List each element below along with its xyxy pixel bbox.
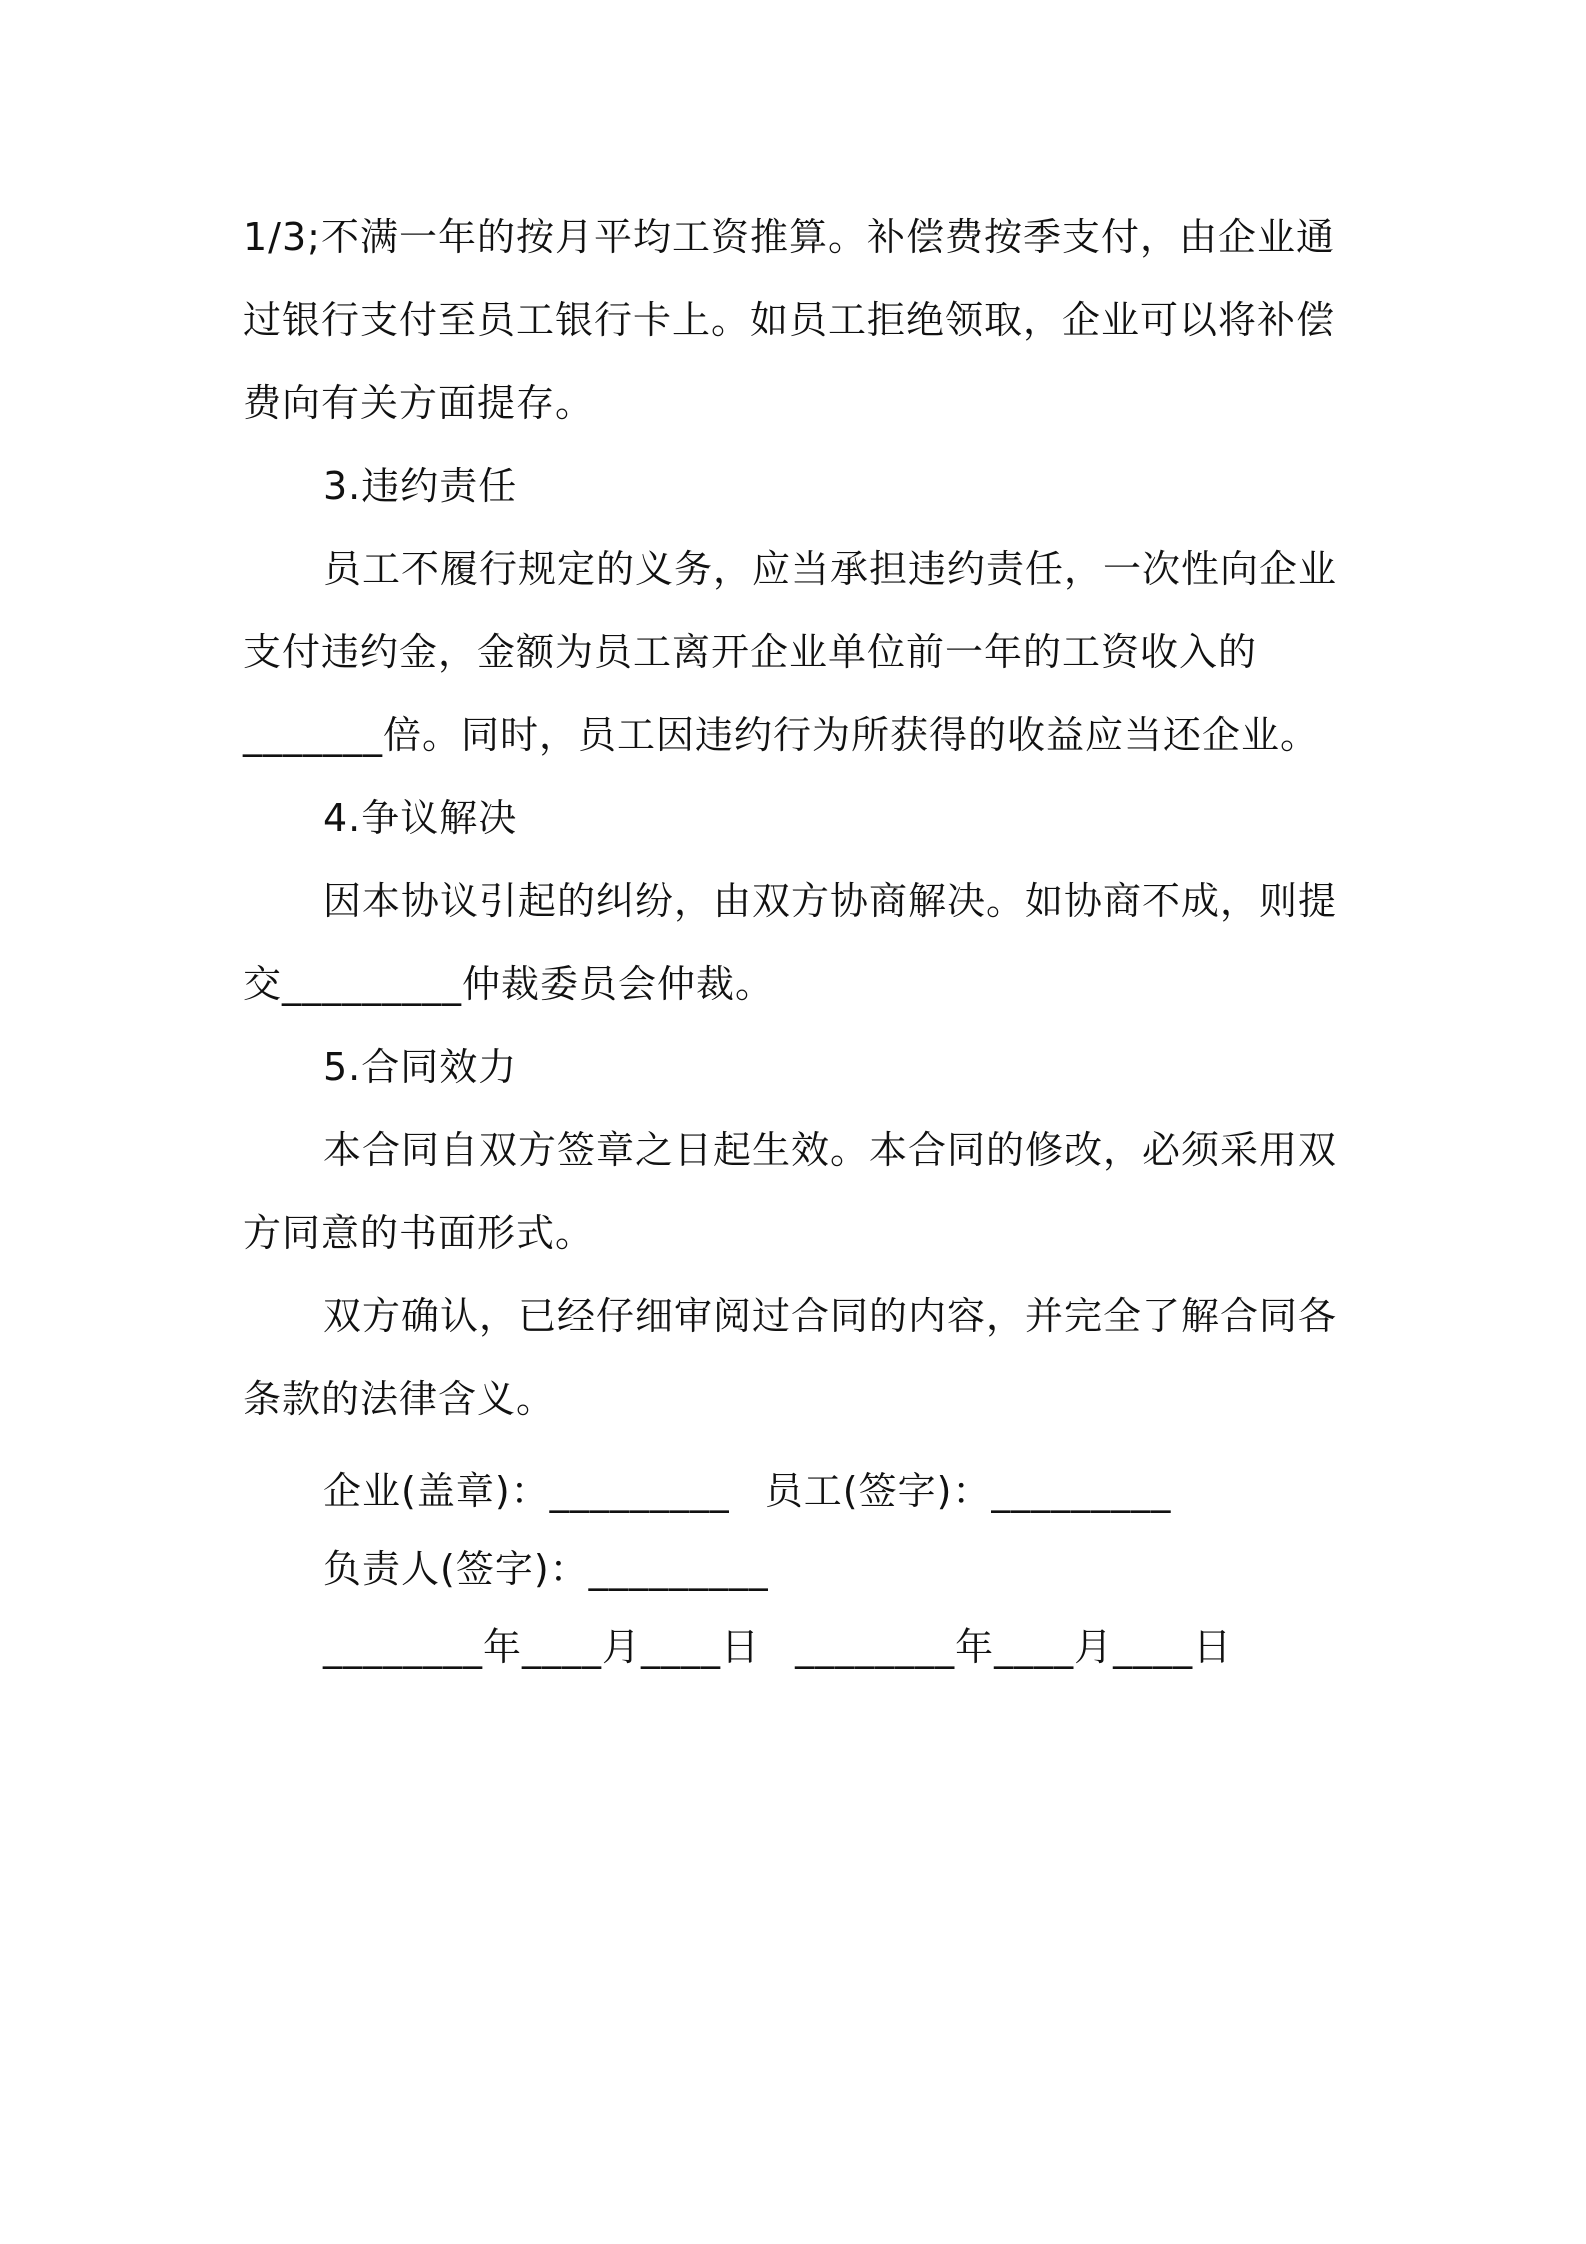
paragraph-line: 方同意的书面形式。 — [243, 1211, 595, 1255]
employee-sign-field: 员工(签字)：_________ — [764, 1469, 1172, 1513]
signature-row-dates — [323, 1608, 1363, 1686]
paragraph-line: 条款的法律含义。 — [243, 1377, 556, 1421]
signature-row-seal — [323, 1452, 1363, 1530]
paragraph-line: 因本协议引起的纠纷，由双方协商解决。如协商不成，则提 — [323, 879, 1338, 923]
employee-date-field: ________年____月____日 — [795, 1625, 1233, 1669]
section-heading-breach: 3.违约责任 — [323, 464, 518, 508]
paragraph-line: 员工不履行规定的义务，应当承担违约责任，一次性向企业 — [323, 547, 1338, 591]
company-seal-field: 企业(盖章)：_________ — [323, 1469, 730, 1513]
paragraph-line: 交_________仲裁委员会仲裁。 — [243, 962, 775, 1006]
paragraph-line: _______倍。同时，员工因违约行为所获得的收益应当还企业。 — [243, 713, 1320, 757]
paragraph-line: 双方确认，已经仔细审阅过合同的内容，并完全了解合同各 — [323, 1294, 1338, 1338]
section-heading-validity: 5.合同效力 — [323, 1045, 518, 1089]
paragraph-line: 费向有关方面提存。 — [243, 381, 595, 425]
signature-row-responsible — [323, 1530, 1363, 1608]
company-date-field: ________年____月____日 — [323, 1625, 761, 1669]
paragraph-line: 过银行支付至员工银行卡上。如员工拒绝领取，企业可以将补偿 — [243, 298, 1336, 342]
paragraph-line: 本合同自双方签章之日起生效。本合同的修改，必须采用双 — [323, 1128, 1338, 1172]
paragraph-line: 支付违约金，金额为员工离开企业单位前一年的工资收入的 — [243, 630, 1258, 674]
responsible-sign-field: 负责人(签字)：_________ — [323, 1547, 769, 1591]
document-body — [243, 196, 1358, 1441]
signature-block — [323, 1452, 1363, 1686]
paragraph-line: 1/3;不满一年的按月平均工资推算。补偿费按季支付，由企业通 — [243, 215, 1335, 259]
section-heading-dispute: 4.争议解决 — [323, 796, 518, 840]
